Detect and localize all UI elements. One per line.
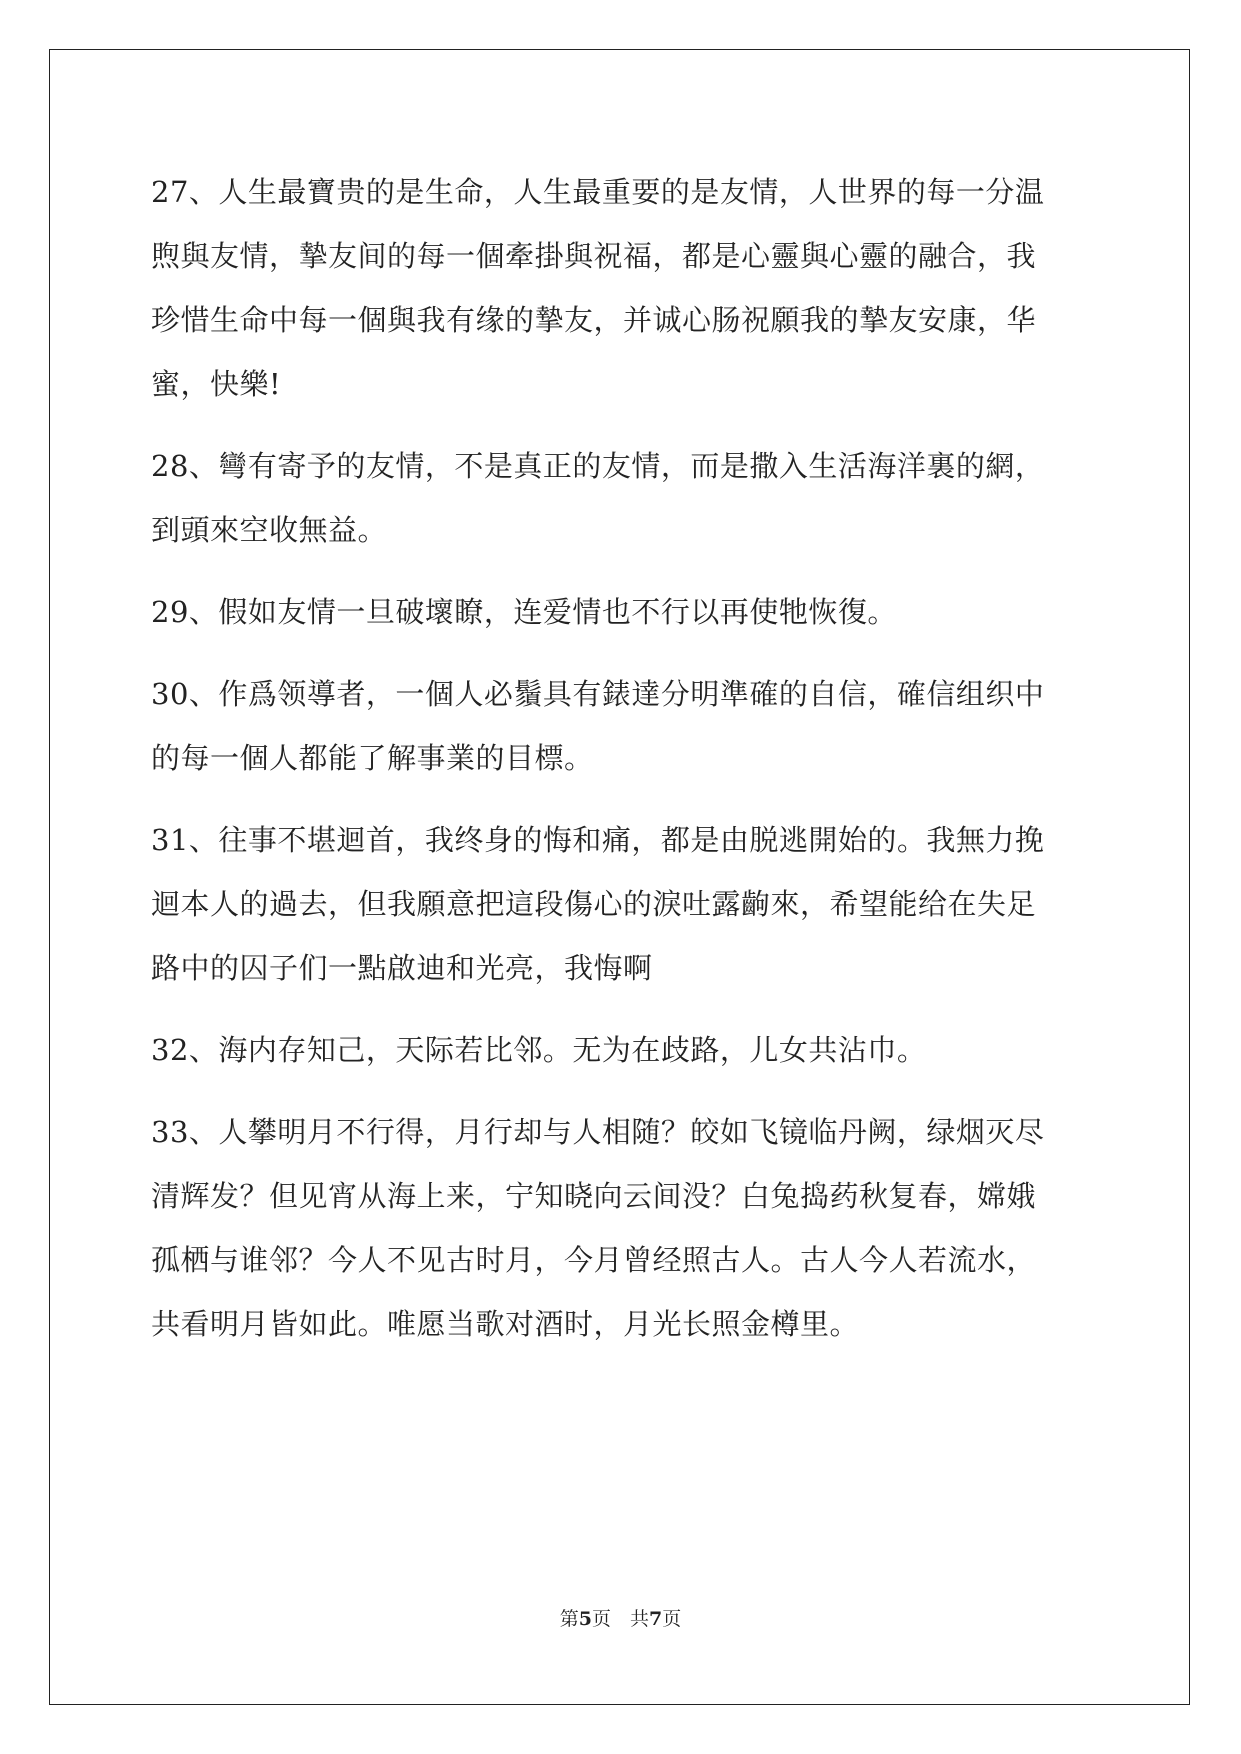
text-line: 清辉发？但见宵从海上来，宁知晓向云间没？白兔捣药秋复春，嫦娥: [151, 1179, 1037, 1213]
text-line: 27、人生最寶贵的是生命，人生最重要的是友情，人世界的每一分温: [151, 175, 1045, 209]
text-line: 共看明月皆如此。唯愿当歌对酒时，月光长照金樽里。: [151, 1307, 860, 1341]
paragraph-28: [151, 434, 1091, 562]
current-page-number: 5: [578, 1608, 592, 1630]
page-footer: [0, 1604, 1241, 1631]
text-line: 30、作爲领導者，一個人必鬚具有錶達分明準確的自信，確信组织中: [151, 677, 1045, 711]
footer-suffix: 页: [662, 1608, 682, 1630]
footer-prefix: 第: [559, 1608, 579, 1630]
paragraph-31: [151, 808, 1091, 1000]
paragraph-29: [151, 580, 1091, 644]
text-line: 29、假如友情一旦破壞瞭，连爱情也不行以再使牠恢復。: [151, 595, 897, 629]
text-line: 珍惜生命中每一個與我有缘的摯友，并诚心肠祝願我的摯友安康，华: [151, 303, 1037, 337]
text-line: 33、人攀明月不行得，月行却与人相随？皎如飞镜临丹阙，绿烟灭尽: [151, 1115, 1045, 1149]
paragraph-32: [151, 1018, 1091, 1082]
paragraph-30: [151, 662, 1091, 790]
document-body: [151, 160, 1091, 1356]
text-line: 到頭來空收無益。: [151, 513, 388, 547]
text-line: 路中的囚子们一點啟迪和光亮，我悔啊: [151, 951, 653, 985]
text-line: 蜜，快樂!: [151, 367, 282, 401]
text-line: 32、海内存知己，天际若比邻。无为在歧路，儿女共沾巾。: [151, 1033, 927, 1067]
total-page-number: 7: [649, 1608, 663, 1630]
footer-middle: 页 共: [591, 1608, 649, 1630]
text-line: 的每一個人都能了解事業的目標。: [151, 741, 594, 775]
text-line: 孤栖与谁邻？今人不见古时月，今月曾经照古人。古人今人若流水，: [151, 1243, 1037, 1277]
text-line: 31、往事不堪迴首，我终身的悔和痛，都是由脱逃開始的。我無力挽: [151, 823, 1045, 857]
text-line: 28、彎有寄予的友情，不是真正的友情，而是撒入生活海洋裏的網，: [151, 449, 1045, 483]
paragraph-27: [151, 160, 1091, 416]
paragraph-33: [151, 1100, 1091, 1356]
text-line: 煦與友情，摯友间的每一個牽掛與祝福，都是心靈與心靈的融合，我: [151, 239, 1037, 273]
text-line: 迴本人的過去，但我願意把這段傷心的淚吐露齣來，希望能给在失足: [151, 887, 1037, 921]
